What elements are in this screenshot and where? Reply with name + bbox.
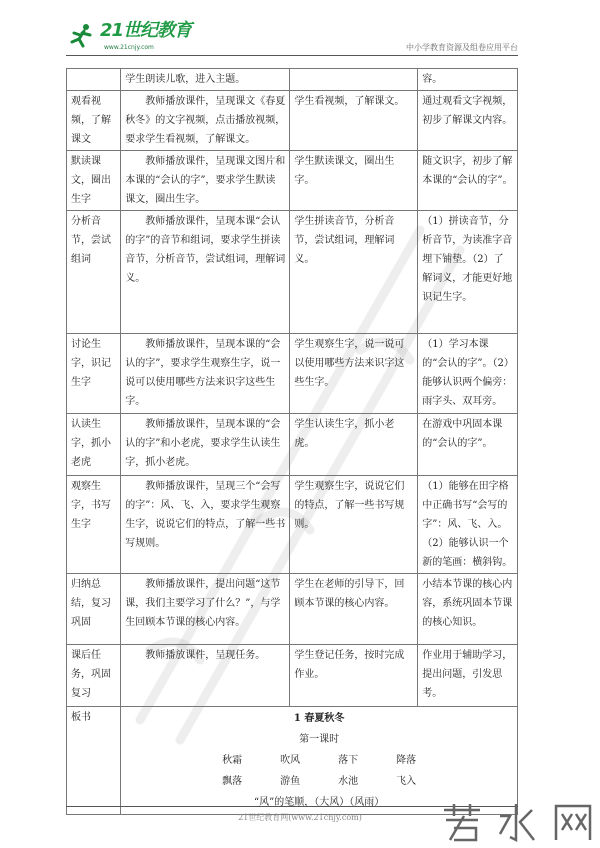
board-words (125, 750, 513, 792)
table-row (67, 151, 518, 211)
cell-step: 课后任务，巩固复习 (67, 645, 121, 707)
header-divider (66, 55, 518, 56)
board-title: 1 春夏秋冬 (293, 713, 345, 724)
cell-student: 学生默读课文，圈出生字。 (290, 151, 418, 211)
cell-teacher: 教师播放课件，提出问题“这节课，我们主要学习了什么？”，与学生回顾本节课的核心内容。 (121, 574, 290, 645)
logo-text: 21世纪教育 (100, 20, 192, 41)
board-content (121, 707, 518, 815)
board-word: 秋霜 (222, 755, 243, 766)
cell-step: 归纳总结，复习巩固 (67, 574, 121, 645)
cell-student (290, 69, 418, 91)
table-row (67, 69, 518, 91)
cell-student: 学生登记任务，按时完成作业。 (290, 645, 418, 707)
cell-purpose: 小结本节课的核心内容，系统巩固本节课的核心知识。 (418, 574, 518, 645)
board-word: 吹风 (280, 755, 301, 766)
board-label: 板书 (67, 707, 121, 815)
cell-teacher: 教师播放课件，呈现课文图片和本课的“会认的字”，要求学生默读课文，圈出生字。 (121, 151, 290, 211)
cell-student: 学生看视频，了解课文。 (290, 91, 418, 151)
cell-purpose: 作业用于辅助学习，提出问题，引发思考。 (418, 645, 518, 707)
cell-step: 默读课文，圈出生字 (67, 151, 121, 211)
ruoshui-logo (440, 800, 596, 844)
board-word: 游鱼 (280, 776, 301, 787)
site-logo (68, 20, 198, 56)
board-row (67, 707, 518, 815)
board-word: 飞入 (396, 776, 417, 787)
cell-step (67, 69, 121, 91)
board-word: 水池 (338, 776, 359, 787)
cell-step: 分析音节，尝试组词 (67, 211, 121, 334)
cell-teacher: 教师播放课件，呈现三个“会写的字”：风、飞、入，要求学生观察生字，说说它们的特点，了解一些书写规则。 (121, 476, 290, 574)
table-row (67, 211, 518, 334)
cell-student: 学生观察生字，说一说可以使用哪些方法来识字这些生字。 (290, 334, 418, 414)
table-row (67, 476, 518, 574)
cell-teacher: 教师播放课件，呈现任务。 (121, 645, 290, 707)
cell-teacher: 教师播放课件，呈现本课“会认的字”的音节和组词，要求学生拼读音节，分析音节，尝试组词，理解词义。 (121, 211, 290, 334)
runner-icon (68, 22, 96, 50)
cell-purpose: （1）拼读音节，分析音节，为读准字音埋下铺垫。（2）了解词义，才能更好地识记生字。 (418, 211, 518, 334)
board-word: 降落 (396, 755, 417, 766)
cell-purpose: 容。 (418, 69, 518, 91)
cell-student: 学生认读生字，抓小老虎。 (290, 414, 418, 476)
cell-purpose: 在游戏中巩固本课的“会认的字”。 (418, 414, 518, 476)
cell-student: 学生在老师的引导下，回顾本节课的核心内容。 (290, 574, 418, 645)
table-row (67, 574, 518, 645)
cell-teacher: 教师播放课件，呈现本课的“会认的字”，要求学生观察生字，说一说可以使用哪些方法来识字这些生字。 (121, 334, 290, 414)
cell-teacher: 学生朗读儿歌，进入主题。 (121, 69, 290, 91)
cell-teacher: 教师播放课件，呈现课文《春夏秋冬》的文字视频，点击播放视频，要求学生看视频，了解课文。 (121, 91, 290, 151)
lesson-plan-table (66, 68, 518, 815)
cell-purpose: （1）学习本课的“会认的字”。（2）能够认识两个偏旁：雨字头、双耳旁。 (418, 334, 518, 414)
table-row (67, 91, 518, 151)
board-stroke-line: “风”的笔顺，（大风）（风雨） (253, 797, 385, 808)
table-row (67, 334, 518, 414)
cell-step: 观察生字，书写生字 (67, 476, 121, 574)
cell-teacher: 教师播放课件，呈现本课的“会认的字”和小老虎，要求学生认读生字，抓小老虎。 (121, 414, 290, 476)
cell-purpose: 通过观看文字视频，初步了解课文内容。 (418, 91, 518, 151)
table-row (67, 645, 518, 707)
cell-step: 观看视频，了解课文 (67, 91, 121, 151)
cell-student: 学生拼读音节，分析音节，尝试组词，理解词义。 (290, 211, 418, 334)
cell-step: 认读生字，抓小老虎 (67, 414, 121, 476)
table-row (67, 414, 518, 476)
header-tagline: 中小学教育资源及组卷应用平台 (406, 43, 518, 52)
board-word: 飘落 (222, 776, 243, 787)
cell-student: 学生观察生字，说说它们的特点，了解一些书写规则。 (290, 476, 418, 574)
cell-purpose: （1）能够在田字格中正确书写“会写的字”：风、飞、入。（2）能够认识一个新的笔画：横斜钩。 (418, 476, 518, 574)
board-word: 落下 (338, 755, 359, 766)
footer-text: 21世纪教育网(www.21cnjy.com) (238, 813, 362, 822)
logo-url: www.21cnjy.com (104, 44, 154, 51)
board-subtitle: 第一课时 (299, 734, 340, 745)
cell-purpose: 随文识字，初步了解本课的“会认的字”。 (418, 151, 518, 211)
cell-step: 讨论生字，识记生字 (67, 334, 121, 414)
